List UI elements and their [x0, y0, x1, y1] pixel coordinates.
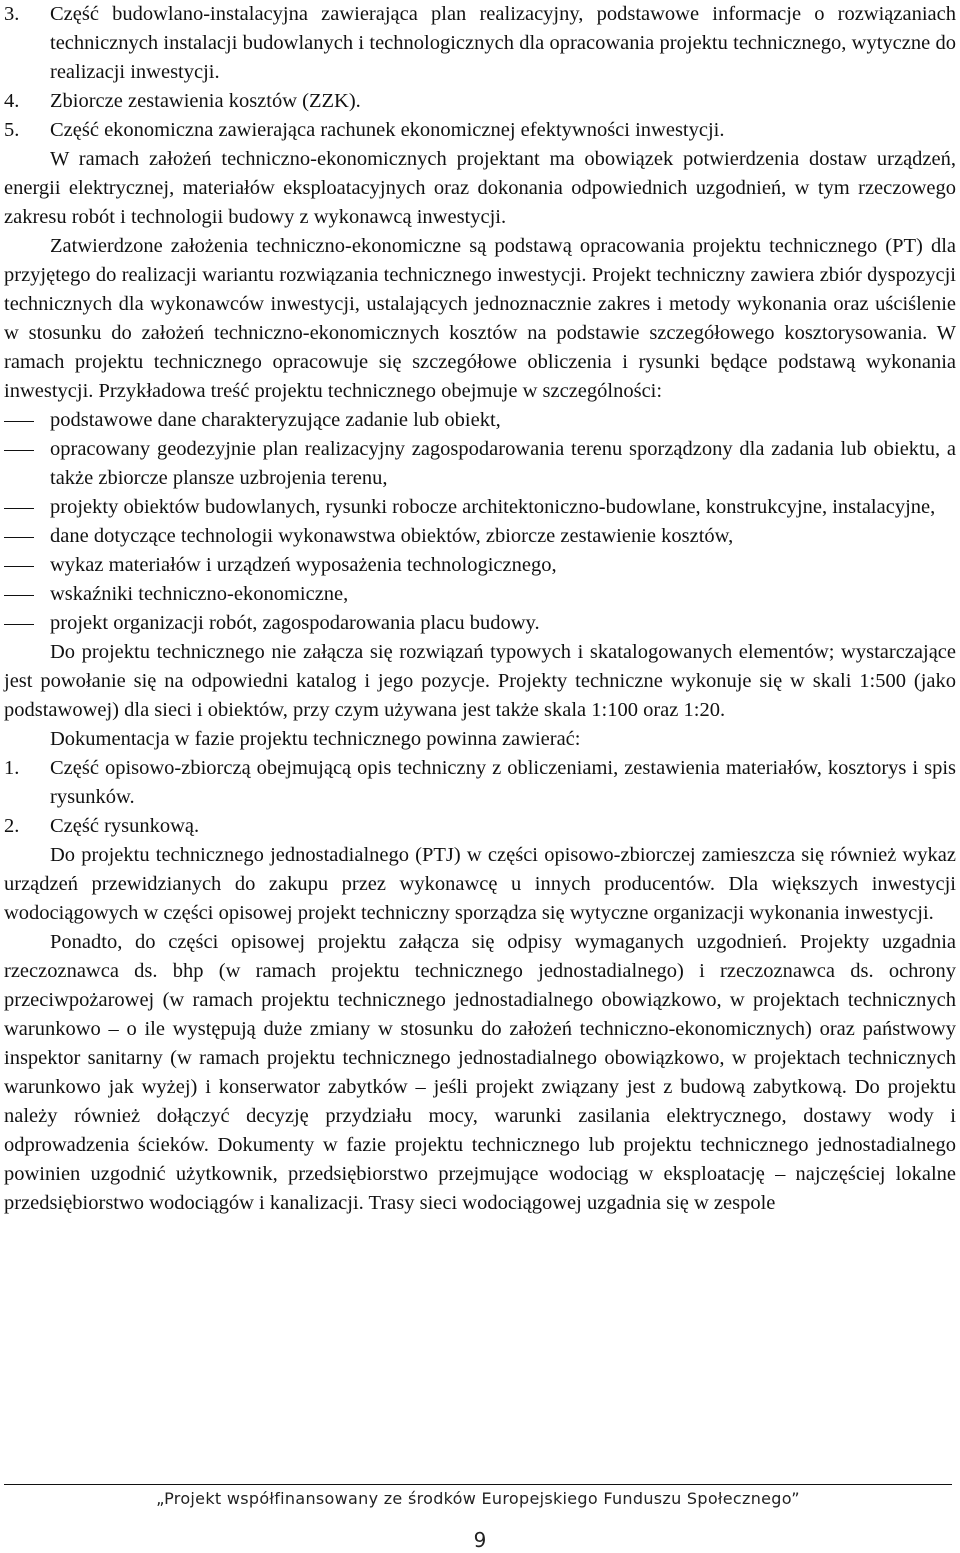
list-text: Część ekonomiczna zawierająca rachunek ekonomicznej efektywności inwestycji.: [50, 119, 725, 141]
list-text: opracowany geodezyjnie plan realizacyjny zagospodarowania terenu sporządzony dla zadania lub obiektu, a także zbiorcze plansze uzbrojenia terenu,: [50, 438, 956, 489]
list-number: 5.: [4, 119, 20, 141]
list-item: [4, 435, 956, 493]
paragraph: Dokumentacja w fazie projektu technicznego powinna zawierać:: [50, 728, 581, 750]
page-number: 9: [473, 1528, 487, 1552]
list-item: [4, 116, 956, 145]
dash-bullet: [4, 493, 50, 522]
list-number: 4.: [4, 90, 20, 112]
dash-bullet: [4, 551, 50, 580]
list-item: [4, 580, 956, 609]
list-number: 1.: [4, 757, 20, 779]
list-item: [4, 87, 956, 116]
list-item: [4, 609, 956, 638]
list-text: wykaz materiałów i urządzeń wyposażenia technologicznego,: [50, 554, 557, 576]
list-text: wskaźniki techniczno-ekonomiczne,: [50, 583, 349, 605]
dash-bullet: [4, 435, 50, 493]
list-text: Zbiorcze zestawienia kosztów (ZZK).: [50, 90, 361, 112]
list-text: Część budowlano-instalacyjna zawierająca plan realizacyjny, podstawowe informacje o rozwiązaniach technicznych instalacji budowlanych i technologicznych dla opracowania projektu technicznego, wytyczne do realizacji inwestycji.: [50, 3, 956, 83]
document-body: [4, 0, 956, 1218]
list-text: Część opisowo-zbiorczą obejmującą opis techniczny z obliczeniami, zestawienia materiałów, kosztorys i spis rysunków.: [50, 757, 956, 808]
dash-bullet: [4, 580, 50, 609]
list-number: 2.: [4, 815, 20, 837]
list-number: 3.: [4, 3, 20, 25]
footer-note: „Projekt współfinansowany ze środków Europejskiego Funduszu Społecznego”: [156, 1489, 800, 1508]
paragraph: Do projektu technicznego nie załącza się rozwiązań typowych i skatalogowanych elementów; wystarczające jest powołanie się na odpowiedni katalog i jego pozycje. Projekty techniczne wykonuje się w skali 1:500 (jako podstawowej) dla sieci i obiektów, przy czym używana jest także skala 1:100 oraz 1:20.: [4, 641, 956, 721]
dash-bullet: [4, 522, 50, 551]
paragraph: W ramach założeń techniczno-ekonomicznych projektant ma obowiązek potwierdzenia dostaw urządzeń, energii elektrycznej, materiałów eksploatacyjnych oraz dokonania odpowiednich uzgodnień, w tym rzeczowego zakresu robót i technologii budowy z wykonawcą inwestycji.: [4, 148, 956, 228]
list-item: [4, 522, 956, 551]
list-text: Część rysunkową.: [50, 815, 200, 837]
list-item: [4, 812, 956, 841]
dash-bullet: [4, 609, 50, 638]
list-item: [4, 0, 956, 87]
list-text: projekt organizacji robót, zagospodarowania placu budowy.: [50, 612, 540, 634]
list-item: [4, 406, 956, 435]
paragraph: Do projektu technicznego jednostadialnego (PTJ) w części opisowo-zbiorczej zamieszcza się również wykaz urządzeń przewidzianych do zakupu przez wykonawcę u innych producentów. Dla większych inwestycji wodociągowych w części opisowej projekt techniczny sporządza się wytyczne organizacji wykonania inwestycji.: [4, 844, 956, 924]
paragraph: Ponadto, do części opisowej projektu załącza się odpisy wymaganych uzgodnień. Projekty uzgadnia rzeczoznawca ds. bhp (w ramach projektu technicznego jednostadialnego) i rzeczoznawca ds. ochrony przeciwpożarowej (w ramach projektu technicznego jednostadialnego obowiązkowo, w projektach technicznych warunkowo – o ile występują duże zmiany w stosunku do założeń techniczno-ekonomicznych) oraz państwowy inspektor sanitarny (w ramach projektu technicznego jednostadialnego obowiązkowo, w projektach technicznych warunkowo jak wyżej) i konserwator zabytków – jeśli projekt związany jest z budową zabytkową. Do projektu należy również dołączyć decyzję przydziału mocy, warunki zasilania elektrycznego, dostawy wody i odprowadzenia ścieków. Dokumenty w fazie projektu technicznego lub projektu technicznego jednostadialnego powinien uzgodnić użytkownik, przedsiębiorstwo przejmujące wodociąg w eksploatację – najczęściej lokalne przedsiębiorstwo wodociągów i kanalizacji. Trasy sieci wodociągowej uzgadnia się w zespole: [4, 931, 956, 1214]
list-item: [4, 754, 956, 812]
list-text: dane dotyczące technologii wykonawstwa obiektów, zbiorcze zestawienie kosztów,: [50, 525, 734, 547]
paragraph: Zatwierdzone założenia techniczno-ekonomiczne są podstawą opracowania projektu technicznego (PT) dla przyjętego do realizacji wariantu rozwiązania technicznego inwestycji. Projekt techniczny zawiera zbiór dyspozycji technicznych dla wykonawców inwestycji, ustalających jednoznacznie zakres i metody wykonania oraz uściślenie w stosunku do założeń techniczno-ekonomicznych kosztów na podstawie szczegółowego kosztorysowania. W ramach projektu technicznego opracowuje się szczegółowe obliczenia i rysunki będące podstawą wykonania inwestycji. Przykładowa treść projektu technicznego obejmuje w szczególności:: [4, 235, 956, 402]
list-text: podstawowe dane charakteryzujące zadanie lub obiekt,: [50, 409, 501, 431]
dash-bullet: [4, 406, 50, 435]
dash-list: [4, 406, 956, 638]
list-item: [4, 551, 956, 580]
footer-divider: [4, 1484, 952, 1485]
list-item: [4, 493, 956, 522]
list-text: projekty obiektów budowlanych, rysunki robocze architektoniczno-budowlane, konstrukcyjne, instalacyjne,: [50, 496, 936, 518]
